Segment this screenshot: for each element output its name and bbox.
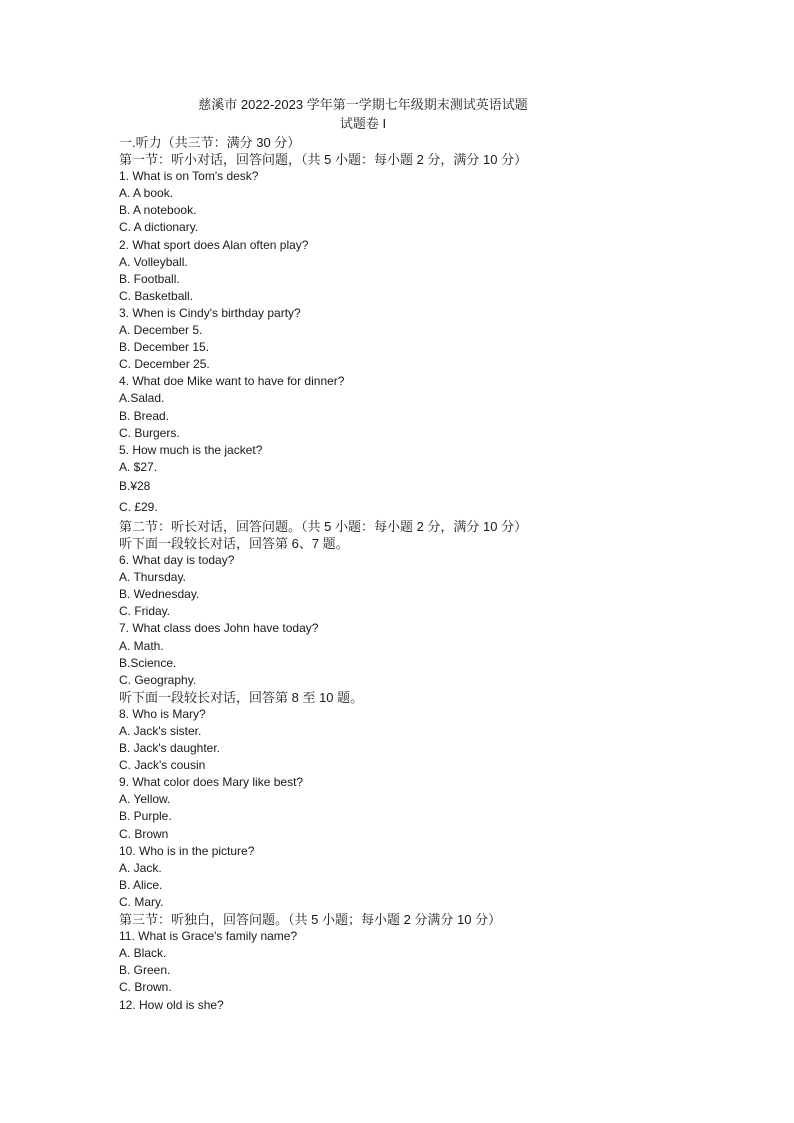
- option: C. Mary.: [119, 894, 164, 909]
- question: 1. What is on Tom's desk?: [119, 169, 259, 184]
- option: C. Geography.: [119, 672, 197, 687]
- option: A. A book.: [119, 186, 174, 201]
- option: A. Black.: [119, 946, 167, 961]
- document-title: 慈溪市 2022-2023 学年第一学期七年级期末测试英语试题: [198, 97, 528, 112]
- question: 6. What day is today?: [119, 553, 235, 568]
- option: A. Yellow.: [119, 792, 171, 807]
- option: C. Friday.: [119, 604, 171, 619]
- question: 2. What sport does Alan often play?: [119, 237, 309, 252]
- option: C. A dictionary.: [119, 220, 199, 235]
- section-heading: 一.听力（共三节：满分 30 分）: [119, 135, 301, 150]
- question: 3. When is Cindy's birthday party?: [119, 305, 301, 320]
- question: 5. How much is the jacket?: [119, 442, 263, 457]
- option: A. $27.: [119, 459, 158, 474]
- option: C. Jack's cousin: [119, 758, 206, 773]
- option: A. Volleyball.: [119, 254, 188, 269]
- option: C. £29.: [119, 499, 158, 514]
- question: 11. What is Grace's family name?: [119, 929, 298, 944]
- part-heading: 第三节：听独白，回答问题。（共 5 小题；每小题 2 分满分 10 分）: [119, 912, 502, 928]
- question: 10. Who is in the picture?: [119, 843, 255, 858]
- option: B. Alice.: [119, 877, 163, 892]
- option: C. Basketball.: [119, 288, 194, 303]
- part-heading: 第一节：听小对话，回答问题，（共 5 小题：每小题 2 分，满分 10 分）: [119, 152, 528, 168]
- option: B. Football.: [119, 271, 180, 286]
- question: 9. What color does Mary like best?: [119, 775, 304, 790]
- option: A. Math.: [119, 638, 164, 653]
- option: C. Brown.: [119, 980, 172, 995]
- option: A. Jack's sister.: [119, 724, 202, 738]
- question: 7. What class does John have today?: [119, 621, 319, 636]
- option: B. December 15.: [119, 340, 210, 355]
- option: B. Wednesday.: [119, 587, 200, 602]
- option: C. Brown: [119, 826, 169, 841]
- option: A. Jack.: [119, 860, 162, 875]
- option: B.¥28: [119, 478, 151, 493]
- option: B. Green.: [119, 963, 171, 978]
- option: B. A notebook.: [119, 203, 197, 218]
- document-subtitle: 试题卷 I: [339, 116, 387, 131]
- option: C. December 25.: [119, 357, 210, 372]
- question: 8. Who is Mary?: [119, 706, 206, 721]
- option: B. Purple.: [119, 809, 172, 824]
- option: B.Science.: [119, 655, 177, 670]
- option: B. Jack's daughter.: [119, 741, 221, 756]
- question: 12. How old is she?: [119, 997, 224, 1012]
- part-heading: 第二节：听长对话，回答问题。（共 5 小题：每小题 2 分，满分 10 分）: [119, 518, 528, 534]
- instruction: 听下面一段较长对话，回答第 6、7 题。: [119, 535, 349, 551]
- option: A.Salad.: [119, 391, 165, 406]
- option: A. Thursday.: [119, 570, 186, 585]
- option: A. December 5.: [119, 323, 203, 338]
- option: C. Burgers.: [119, 425, 180, 440]
- option: B. Bread.: [119, 408, 170, 423]
- exam-content: [119, 134, 759, 1014]
- instruction: 听下面一段较长对话，回答第 8 至 10 题。: [119, 689, 364, 705]
- question: 4. What doe Mike want to have for dinner?: [119, 374, 345, 389]
